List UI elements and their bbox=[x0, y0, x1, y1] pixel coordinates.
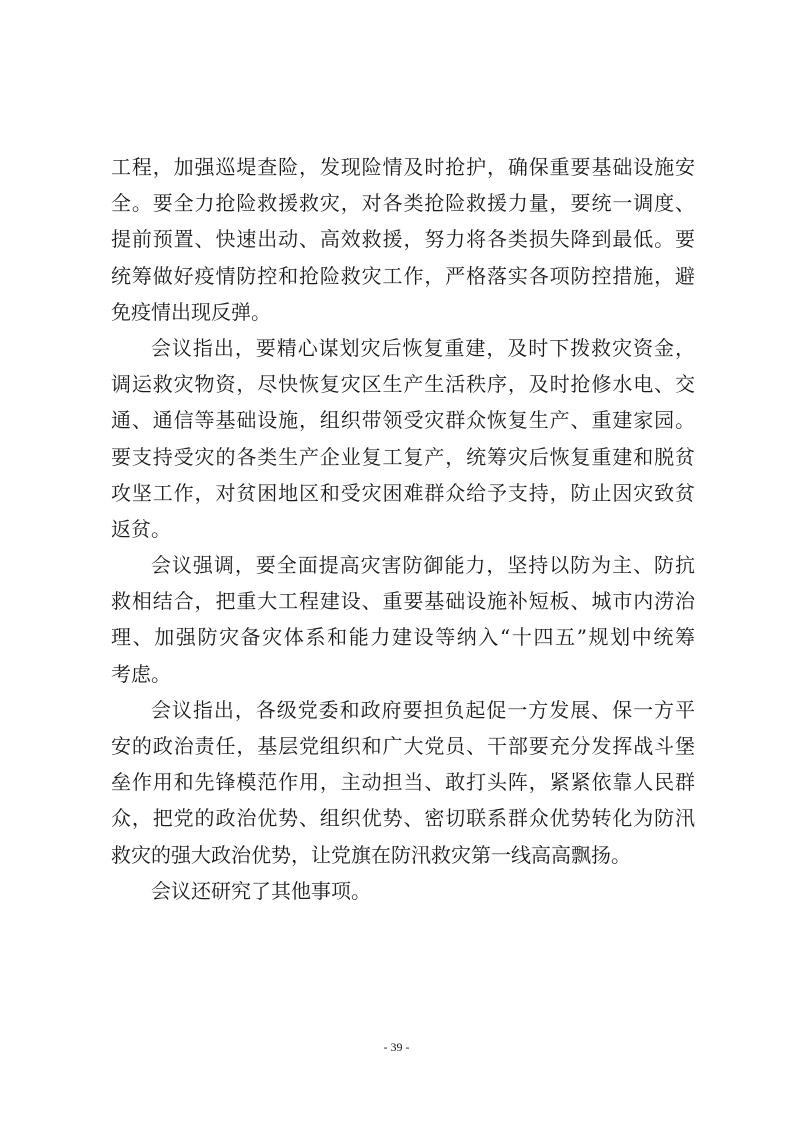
text-line: 统筹做好疫情防控和抢险救灾工作，严格落实各项防控措施，避 bbox=[111, 263, 695, 288]
text-line: 众，把党的政治优势、组织优势、密切联系群众优势转化为防汛 bbox=[111, 806, 695, 831]
body-text bbox=[111, 149, 695, 909]
text-line: 安的政治责任，基层党组织和广大党员、干部要充分发挥战斗堡 bbox=[111, 734, 695, 758]
text-line: 调运救灾物资，尽快恢复灾区生产生活秩序，及时抢修水电、交 bbox=[111, 372, 695, 397]
text-line: 会议强调，要全面提高灾害防御能力，坚持以防为主、防抗 bbox=[151, 553, 695, 578]
paragraph bbox=[111, 692, 695, 873]
text-line: 会议指出，各级党委和政府要担负起促一方发展、保一方平 bbox=[151, 697, 695, 722]
page-number: - 39 - bbox=[383, 1040, 410, 1054]
paragraph bbox=[111, 547, 695, 692]
text-line: 垒作用和先锋模范作用，主动担当、敢打头阵，紧紧依靠人民群 bbox=[111, 770, 695, 795]
text-line: 救相结合，把重大工程建设、重要基础设施补短板、城市内涝治 bbox=[111, 589, 695, 614]
text-line: 提前预置、快速出动、高效救援，努力将各类损失降到最低。要 bbox=[111, 227, 695, 252]
text-line: 会议指出，要精心谋划灾后恢复重建，及时下拨救灾资金， bbox=[151, 335, 695, 360]
text-line: 全。要全力抢险救援救灾，对各类抢险救援力量，要统一调度、 bbox=[111, 191, 695, 216]
text-line: 要支持受灾的各类生产企业复工复产，统筹灾后恢复重建和脱贫 bbox=[111, 444, 695, 469]
paragraph bbox=[111, 149, 695, 330]
paragraph bbox=[111, 330, 695, 547]
text-line: 攻坚工作，对贫困地区和受灾困难群众给予支持，防止因灾致贫 bbox=[111, 480, 695, 505]
text-line: 免疫情出现反弹。 bbox=[111, 299, 271, 324]
text-line: 工程，加强巡堤查险，发现险情及时抢护，确保重要基础设施安 bbox=[111, 155, 695, 179]
text-line: 返贫。 bbox=[111, 516, 171, 541]
text-line: 会议还研究了其他事项。 bbox=[151, 878, 371, 903]
text-line: 理、加强防灾备灾体系和能力建设等纳入“十四五”规划中统筹 bbox=[111, 625, 695, 650]
paragraph bbox=[111, 873, 695, 909]
text-line: 救灾的强大政治优势，让党旗在防汛救灾第一线高高飘扬。 bbox=[111, 842, 631, 867]
text-line: 通、通信等基础设施，组织带领受灾群众恢复生产、重建家园。 bbox=[111, 408, 695, 433]
text-line: 考虑。 bbox=[111, 661, 171, 686]
